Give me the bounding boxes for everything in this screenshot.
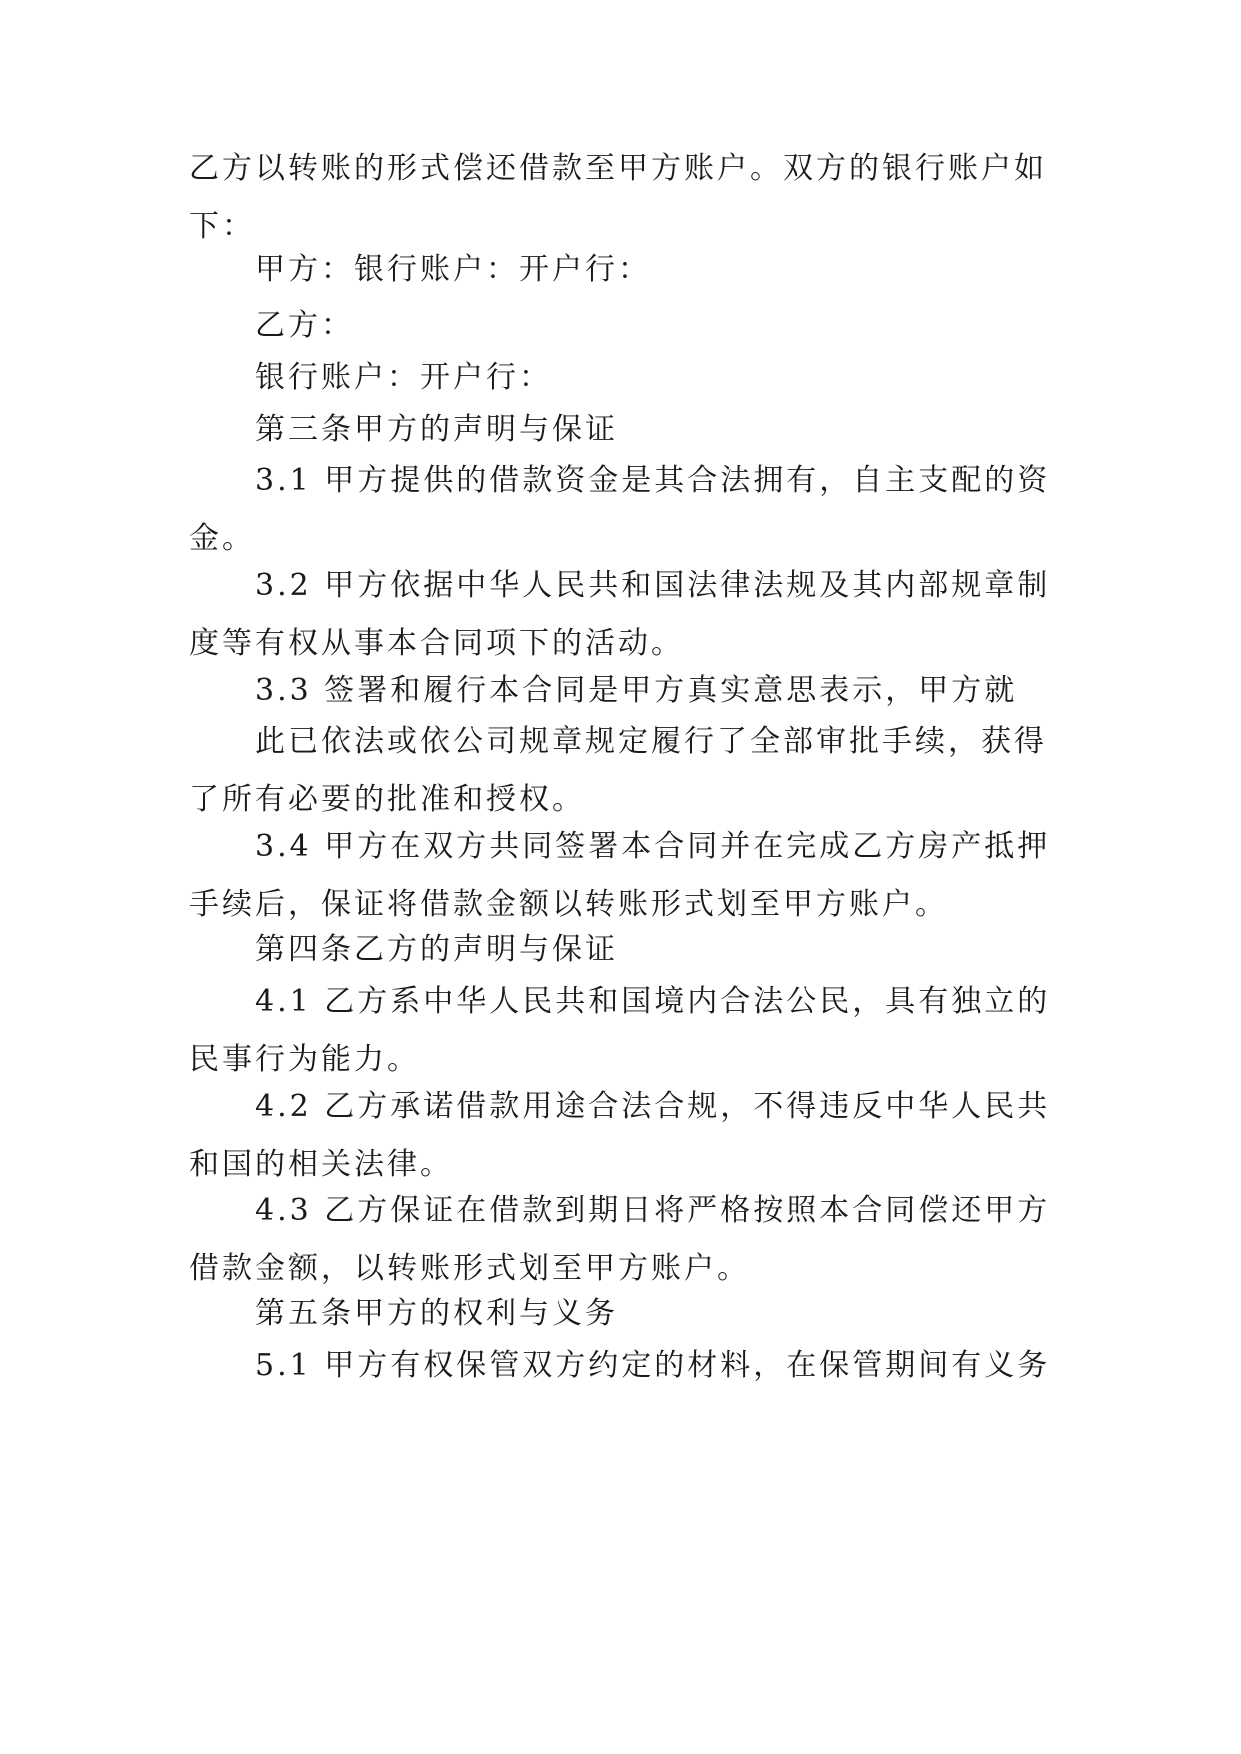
paragraph-4-1: 4.1 乙方系中华人民共和国境内合法公民，具有独立的民事行为能力。 <box>189 984 1051 1077</box>
paragraph-4-3: 4.3 乙方保证在借款到期日将严格按照本合同偿还甲方借款金额，以转账形式划至甲方账户。 <box>189 1193 1051 1286</box>
heading-article-3: 第三条甲方的声明与保证 <box>255 412 618 447</box>
paragraph-party-b-account: 银行账户：开户行： <box>255 360 552 395</box>
paragraph-party-b: 乙方： <box>255 308 354 343</box>
paragraph-party-a-account: 甲方：银行账户：开户行： <box>255 252 651 287</box>
heading-article-4: 第四条乙方的声明与保证 <box>255 932 618 967</box>
paragraph-4-2: 4.2 乙方承诺借款用途合法合规，不得违反中华人民共和国的相关法律。 <box>189 1089 1051 1182</box>
paragraph-3-2: 3.2 甲方依据中华人民共和国法律法规及其内部规章制度等有权从事本合同项下的活动。 <box>189 568 1051 661</box>
heading-article-5: 第五条甲方的权利与义务 <box>255 1296 618 1331</box>
paragraph-5-1: 5.1 甲方有权保管双方约定的材料，在保管期间有义务 <box>255 1348 1051 1383</box>
paragraph-3-4: 3.4 甲方在双方共同签署本合同并在完成乙方房产抵押手续后，保证将借款金额以转账形式划至甲方账户。 <box>189 829 1051 922</box>
paragraph-repayment-method: 乙方以转账的形式偿还借款至甲方账户。双方的银行账户如下： <box>189 151 1047 244</box>
paragraph-3-1: 3.1 甲方提供的借款资金是其合法拥有，自主支配的资金。 <box>189 463 1051 556</box>
paragraph-3-3-continued: 此已依法或依公司规章规定履行了全部审批手续，获得了所有必要的批准和授权。 <box>189 724 1047 817</box>
paragraph-3-3: 3.3 签署和履行本合同是甲方真实意思表示，甲方就 <box>255 673 1018 708</box>
